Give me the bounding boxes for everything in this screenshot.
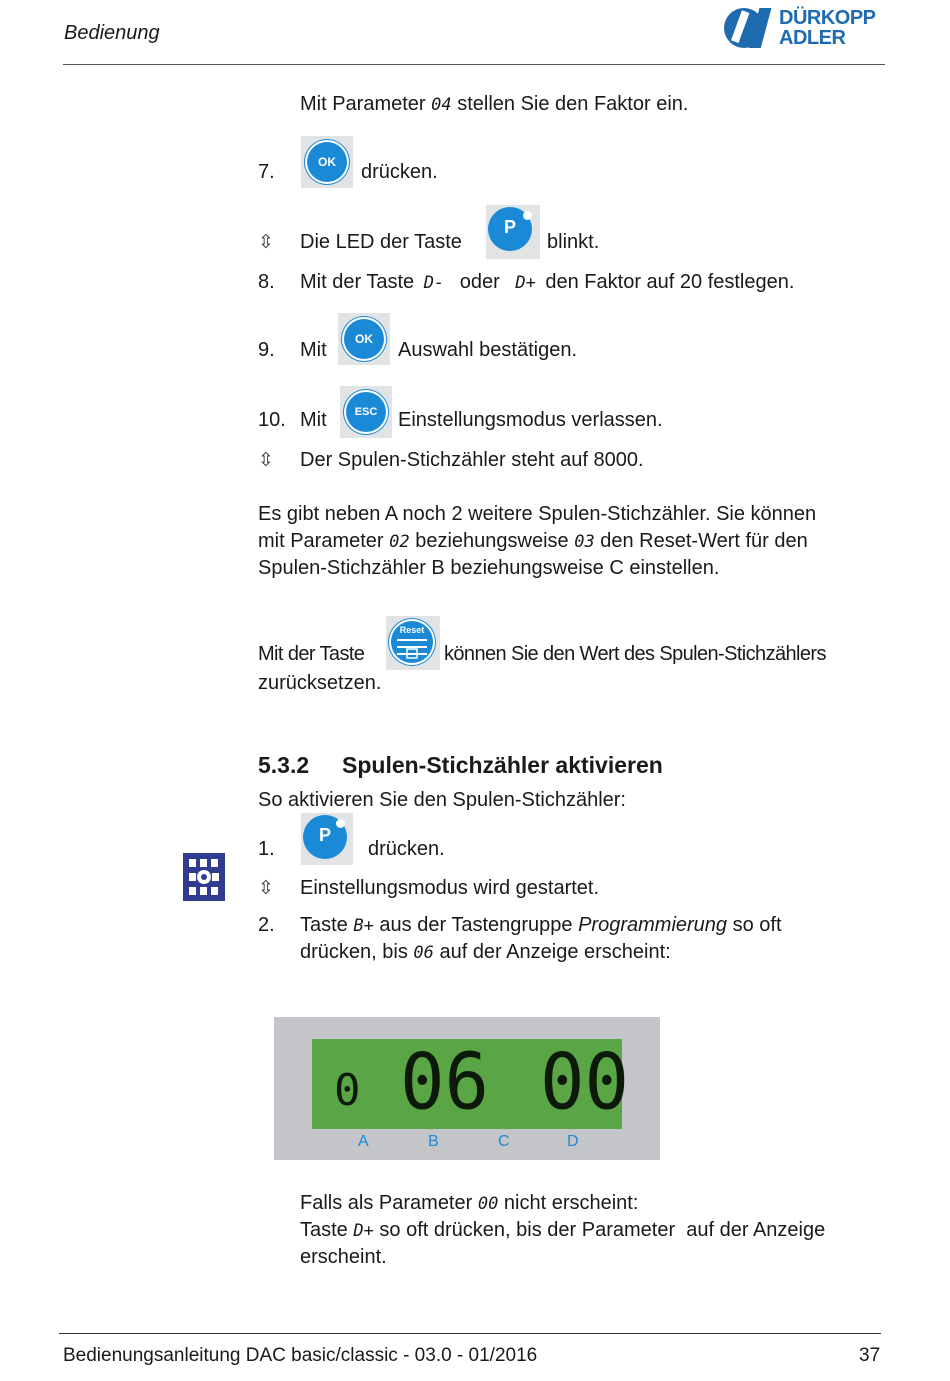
para-2-text-b: können Sie den Wert des Spulen-Stichzählers	[444, 643, 826, 665]
note-line-3: erscheint.	[300, 1246, 387, 1268]
step-10-number: 10.	[258, 409, 286, 431]
reset-key[interactable]	[386, 616, 440, 670]
key-d-minus: D-	[423, 273, 445, 293]
esc-key-label: ESC	[344, 390, 388, 434]
esc-key[interactable]	[340, 386, 392, 438]
step-2-text-c: so oft	[732, 914, 782, 936]
section-intro: So aktivieren Sie den Spulen-Stichzähler:	[258, 789, 626, 811]
logo-mark-icon	[722, 6, 774, 50]
step-2-text-d: drücken, bis	[300, 941, 408, 963]
step-2-text-a: Taste	[300, 914, 348, 936]
intro-text-b: stellen Sie den Faktor ein.	[457, 93, 689, 115]
display-field-d: 00	[540, 1036, 630, 1128]
para-1-text-b: beziehungsweise	[415, 530, 569, 552]
header-divider	[63, 64, 885, 65]
step-8-line	[300, 271, 794, 294]
step-10-text-b: Einstellungsmodus verlassen.	[398, 409, 663, 431]
step-2-text-b: aus der Tastengruppe	[379, 914, 573, 936]
reset-key-button	[389, 619, 435, 665]
bobbin-reset-icon	[395, 637, 429, 661]
step-9-number: 9.	[258, 339, 275, 361]
result-arrow-icon: ⇳	[258, 450, 274, 471]
section-result-1: Einstellungsmodus wird gestartet.	[300, 877, 600, 899]
logo-line-2: ADLER	[779, 27, 846, 49]
key-d-plus-2: D+	[353, 1221, 374, 1241]
para-1-line-3: Spulen-Stichzähler B beziehungsweise C einstellen.	[258, 557, 720, 579]
display-label-b: B	[428, 1133, 439, 1150]
lcd-screen	[312, 1036, 630, 1129]
step-8-text-a: Mit der Taste	[300, 271, 415, 293]
param-code-00: 00	[477, 1194, 499, 1214]
section-step-2-number: 2.	[258, 914, 275, 936]
p-key-label: P	[488, 207, 532, 251]
step-8-text-b: den Faktor auf 20 festlegen.	[545, 271, 795, 293]
reset-key-label: Reset	[399, 625, 425, 635]
led-indicator	[336, 819, 345, 828]
section-step-2-line-2	[300, 941, 671, 964]
display-field-a: 0	[334, 1065, 361, 1116]
key-group-name: Programmierung	[578, 914, 728, 936]
intro-line	[300, 93, 688, 116]
company-logo	[722, 6, 887, 50]
para-1-text-c: den Reset-Wert für den	[600, 530, 808, 552]
control-panel-display	[274, 1017, 660, 1160]
p-key-2-label: P	[303, 815, 347, 859]
ok-key-2[interactable]	[338, 313, 390, 365]
result-1-text-a: Die LED der Taste	[300, 231, 462, 253]
note-line-1	[300, 1192, 638, 1215]
p-key-2[interactable]	[301, 813, 353, 865]
display-label-d: D	[567, 1133, 579, 1150]
led-indicator	[523, 211, 532, 220]
step-9-text-b: Auswahl bestätigen.	[398, 339, 578, 361]
key-b-plus: B+	[353, 916, 374, 936]
step-7-number: 7.	[258, 161, 275, 183]
note-text-b: nicht erscheint:	[503, 1192, 639, 1214]
footer-divider	[59, 1333, 881, 1334]
step-8-or: oder	[459, 271, 500, 293]
section-step-2-line-1	[300, 914, 782, 937]
footer-document-title: Bedienungsanleitung DAC basic/classic - 03.0 - 01/2016	[63, 1345, 538, 1366]
para-2-text-a: Mit der Taste	[258, 643, 365, 665]
programming-mode-icon	[183, 853, 225, 901]
note-text-a: Falls als Parameter	[300, 1192, 473, 1214]
step-7-text: drücken.	[361, 161, 438, 183]
note-text-c: Taste	[300, 1219, 348, 1241]
section-title: Spulen-Stichzähler aktivieren	[342, 752, 663, 778]
logo-line-1: DÜRKOPP	[779, 7, 876, 29]
step-8-number: 8.	[258, 271, 275, 293]
param-code-03: 03	[574, 532, 595, 552]
section-step-1-number: 1.	[258, 838, 275, 860]
note-text-d: so oft drücken, bis der Parameter auf der Anzeige	[379, 1219, 826, 1241]
display-label-a: A	[358, 1133, 369, 1150]
result-1-text-b: blinkt.	[547, 231, 600, 253]
section-step-1-text: drücken.	[368, 838, 445, 860]
page-number: 37	[859, 1345, 881, 1366]
para-1-line-2	[258, 530, 808, 553]
header-section-title: Bedienung	[64, 22, 160, 44]
result-2-text: Der Spulen-Stichzähler steht auf 8000.	[300, 449, 644, 471]
display-label-c: C	[498, 1133, 510, 1150]
para-1-text-a: mit Parameter	[258, 530, 384, 552]
ok-key-2-label: OK	[342, 317, 386, 361]
intro-text-a: Mit Parameter	[300, 93, 426, 115]
param-code-06: 06	[413, 943, 434, 963]
step-10-text-a: Mit	[300, 409, 327, 431]
ok-key-label: OK	[305, 140, 349, 184]
ok-key[interactable]	[301, 136, 353, 188]
display-field-b: 06	[400, 1036, 490, 1128]
param-code-02: 02	[389, 532, 410, 552]
section-number: 5.3.2	[258, 752, 310, 778]
step-9-text-a: Mit	[300, 339, 327, 361]
key-d-plus: D+	[515, 273, 536, 293]
result-arrow-icon: ⇳	[258, 878, 274, 899]
para-1-line-1: Es gibt neben A noch 2 weitere Spulen-Stichzähler. Sie können	[258, 503, 817, 525]
para-2-text-c: zurücksetzen.	[258, 672, 382, 694]
p-key[interactable]	[486, 205, 540, 259]
param-code: 04	[431, 95, 452, 115]
step-2-text-e: auf der Anzeige erscheint:	[439, 941, 671, 963]
note-line-2	[300, 1219, 825, 1242]
result-arrow-icon: ⇳	[258, 232, 274, 253]
